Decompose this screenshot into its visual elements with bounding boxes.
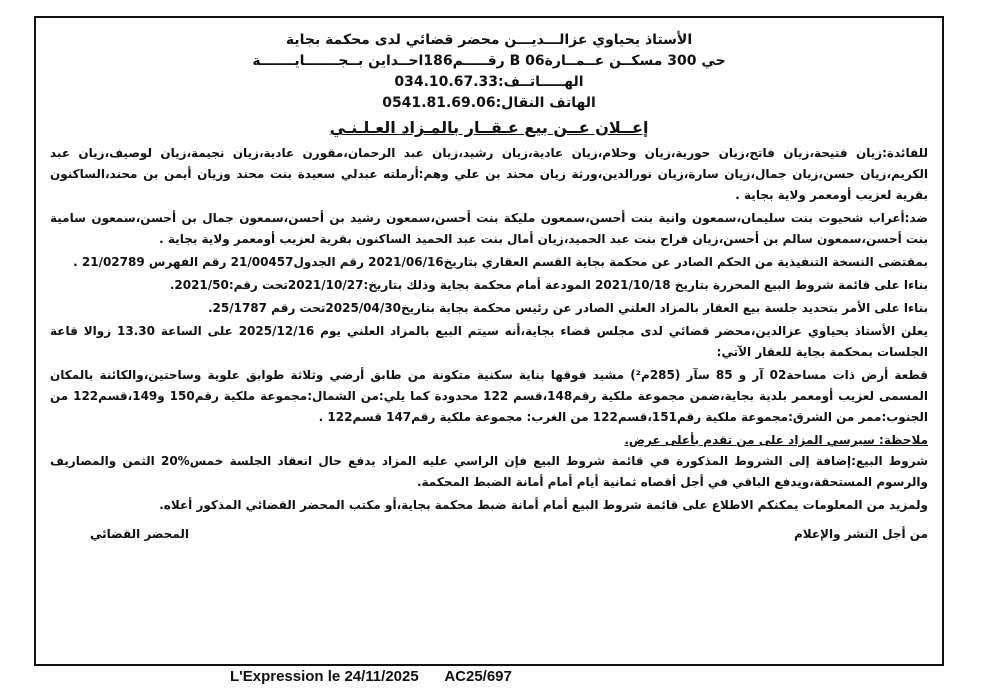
notice-reference: AC25/697 (444, 668, 512, 685)
bailiff-address: حي 300 مسكــن عــمــارة06 B رقـــــم186احــداين بــجـــــــايـــــــة (252, 53, 726, 69)
more-info-paragraph: ولمزيد من المعلومات يمكنكم الاطلاع على قائمة شروط البيع أمام أمانة ضبط محكمة بجاية،أو مكتب المحضر القضائي المذكور أعلاه. (159, 498, 928, 512)
notice-title: إعــلان عــن بيع عـقــار بالمـزاد العـلـنـي (329, 118, 649, 137)
judgment-paragraph: بمقتضى النسخة التنفيذية من الحكم الصادر عن محكمة بجاية القسم العقاري بتاريخ2021/06/16 رقم الجدول21/00457 رقم الفهرس 21/02789 . (73, 255, 928, 269)
property-description: قطعة أرض ذات مساحة02 آر و 85 سآر (285م²) مشيد فوقها بناية سكنية متكونة من طابق أرضي وثلاثة طوابق علوية وساحتين،والكائنة بالمكان المسمى لعزيب أومعمر بلدية بجاية،ضمن مجموعة ملكية رقم148،قسم 122 محدودة كما يلي:من الشمال:مجموعة ملكية رقم150 و149،قسم122 من الجنوب:ممر من الشرق:مجموعة ملكية رقم151،قسم122 من الغرب: مجموعة ملكية رقم147 قسم122 . (50, 368, 929, 424)
publish-line: من أجل النشر والإعلام (793, 527, 928, 541)
closing-row (50, 524, 928, 544)
bailiff-phone: الهـــــاتــف:034.10.67.33 (394, 74, 584, 90)
sale-conditions-paragraph: شروط البيع:إضافة إلى الشروط المذكورة في قائمة شروط البيع فإن الراسي عليه المزاد يدفع حال انعقاد الجلسة خمس%20 الثمن والمصاريف والرسوم المستحقة،ويدفع الباقي في أجل أقصاه ثمانية أيام أمام أمانة الضبط المحكمة. (50, 454, 928, 489)
debtors-paragraph: ضد:أعراب شحيوت بنت سليمان،سمعون وانية بنت أحسن،سمعون مليكة بنت أحسن،سمعون رشيد بن أحسن،سمعون جمال بن أحسن،سمعون سامية بنت أحسن،سمعون سالم بن أحسن،زيان فراح بنت عبد الحميد،زيان أمال بنت عبد الحميد الساكنون بقرية لعزيب أومعمر ولاية بجاية . (50, 211, 928, 246)
bailiff-mobile: الهاتف النقال:0541.81.69.06 (382, 95, 596, 111)
publication-footer (230, 668, 650, 694)
creditors-paragraph: للفائدة:زيان فتيحة،زيان فاتح،زيان حورية،زيان وحلام،زيان عادية،زيان رشيد،زيان عبد الرحمان،مقورن عادية،زيان نجيمة،زيان لوصيف،زيان عبد الكريم،زيان حسن،زيان جمال،زيان سارة،زيان نورالدين،ورثة زيان محند بن علي وهم:أرملته عبدلي سعيدة بنت محند وزيان أيمن بن محند،الساكنون بقرية لعزيب أومعمر ولاية بجاية . (50, 146, 928, 202)
order-paragraph: بناءا على الأمر بتحديد جلسة بيع العقار بالمزاد العلني الصادر عن رئيس محكمة بجاية بتاريخ2025/04/30تحت رقم 25/1787. (207, 301, 928, 315)
note-heading: ملاحظة: سيرسي المزاد على من تقدم بأعلى عرض. (624, 433, 928, 447)
bailiff-header (50, 30, 928, 114)
conditions-paragraph: بناءا على قائمة شروط البيع المحررة بتاريخ 2021/10/18 المودعة أمام محكمة بجاية وذلك بتاريخ:2021/10/27تحت رقم:2021/50. (169, 278, 928, 292)
newspaper-date: L'Expression le 24/11/2025 (230, 668, 419, 685)
signature-line: المحضر القضائي (90, 527, 190, 541)
legal-notice (34, 16, 944, 666)
auction-date-paragraph: يعلن الأستاذ يحياوي عزالدين،محضر قضائي لدى مجلس قضاء بجاية،أنه سيتم البيع بالمزاد العلني يوم 2025/12/16 على الساعة 13.30 زوالا قاعة الجلسات بمحكمة بجاية للعقار الآتي: (50, 324, 928, 359)
notice-title-wrap (50, 118, 928, 137)
bailiff-name: الأستاذ يحياوي عزالـــديـــن محضر قضائي لدى محكمة بجاية (285, 32, 693, 48)
